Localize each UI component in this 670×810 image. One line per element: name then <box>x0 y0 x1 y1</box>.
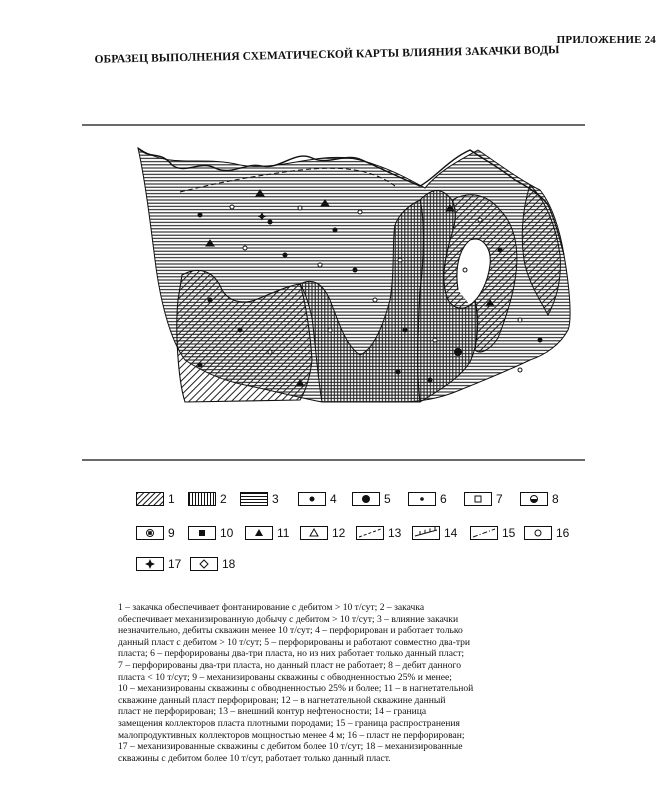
hatched-line-icon <box>412 526 440 540</box>
caption-line: незначительно, дебиты скважин менее 10 т/сут; 4 – перфорирован и работает только <box>118 625 463 637</box>
square-in-circle-icon <box>136 526 164 540</box>
black-star-icon <box>136 557 164 571</box>
big-dot-icon <box>352 492 380 506</box>
legend-label: 16 <box>556 526 570 540</box>
caption-line: малопродуктивных коллекторов мощностью менее 4 м; 16 – пласт не перфорирован; <box>118 729 465 741</box>
caption-line: 10 – механизированы скважины с обводненностью 25% и более; 11 – в нагнетательной <box>118 683 474 695</box>
open-diamond-icon <box>190 557 218 571</box>
appendix-number: ПРИЛОЖЕНИЕ 24 <box>556 34 656 46</box>
caption-line: скважине данный пласт перфорирован; 12 – в нагнетательной скважине данный <box>118 694 446 706</box>
open-circle-icon <box>524 526 552 540</box>
legend-label: 3 <box>272 492 279 506</box>
legend-label: 8 <box>552 492 559 506</box>
legend-label: 11 <box>277 526 290 540</box>
legend-label: 12 <box>332 526 346 540</box>
legend-label: 14 <box>444 526 458 540</box>
legend-label: 6 <box>440 492 447 506</box>
legend-label: 4 <box>330 492 337 506</box>
caption-line: замещения коллекторов пласта плотными породами; 15 – граница распространения <box>118 717 460 729</box>
caption-line: обеспечивает механизированную добычу с дебитом > 10 т/сут; 3 – влияние закачки <box>118 613 459 625</box>
legend-label: 13 <box>388 526 402 540</box>
legend-label: 17 <box>168 557 182 571</box>
caption-line: скважины с дебитом более 10 т/сут, работает только данный пласт. <box>118 752 391 764</box>
caption-line: данный пласт с дебитом > 10 т/сут; 5 – перфорированы и работают совместно два-три <box>118 636 471 648</box>
open-square-icon <box>464 492 492 506</box>
legend-label: 5 <box>384 492 391 506</box>
caption-line: 7 – перфорированы два-три пласта, но данный пласт не работает; 8 – дебит данного <box>118 659 461 671</box>
dash-dot-line-icon <box>470 526 498 540</box>
legend-label: 15 <box>502 526 516 540</box>
small-star-icon <box>408 492 436 506</box>
legend-label: 2 <box>220 492 227 506</box>
legend-label: 10 <box>220 526 234 540</box>
horizontal-hatch-icon <box>240 492 268 506</box>
legend-label: 7 <box>496 492 503 506</box>
caption-line: пласта; 6 – перфорированы два-три пласта, но из них работает только данный пласт; <box>118 648 465 660</box>
caption-line: пласта < 10 т/сут; 9 – механизированы скважины с обводненностью 25% и менее; <box>118 671 452 683</box>
legend-label: 9 <box>168 526 175 540</box>
diagonal-hatch-icon <box>136 492 164 506</box>
dashed-line-icon <box>356 526 384 540</box>
open-triangle-icon <box>300 526 328 540</box>
square-dot-icon <box>298 492 326 506</box>
legend-label: 18 <box>222 557 236 571</box>
caption-line: пласт не перфорирован; 13 – внешний контур нефтеносности; 14 – граница <box>118 706 427 718</box>
legend-caption <box>118 602 558 764</box>
half-circle-icon <box>520 492 548 506</box>
filled-triangle-icon <box>245 526 273 540</box>
page-title: ОБРАЗЕЦ ВЫПОЛНЕНИЯ СХЕМАТИЧЕСКОЙ КАРТЫ ВЛИЯНИЯ ЗАКАЧКИ ВОДЫ <box>94 44 560 66</box>
filled-square-icon <box>188 526 216 540</box>
caption-line: 1 – закачка обеспечивает фонтанирование с дебитом > 10 т/сут; 2 – закачка <box>118 602 425 613</box>
svg-text:✦: ✦ <box>257 212 267 223</box>
caption-line: 17 – механизированные скважины с дебитом более 10 т/сут; 18 – механизированные <box>118 741 463 753</box>
vertical-hatch-icon <box>188 492 216 506</box>
legend-label: 1 <box>168 492 175 506</box>
